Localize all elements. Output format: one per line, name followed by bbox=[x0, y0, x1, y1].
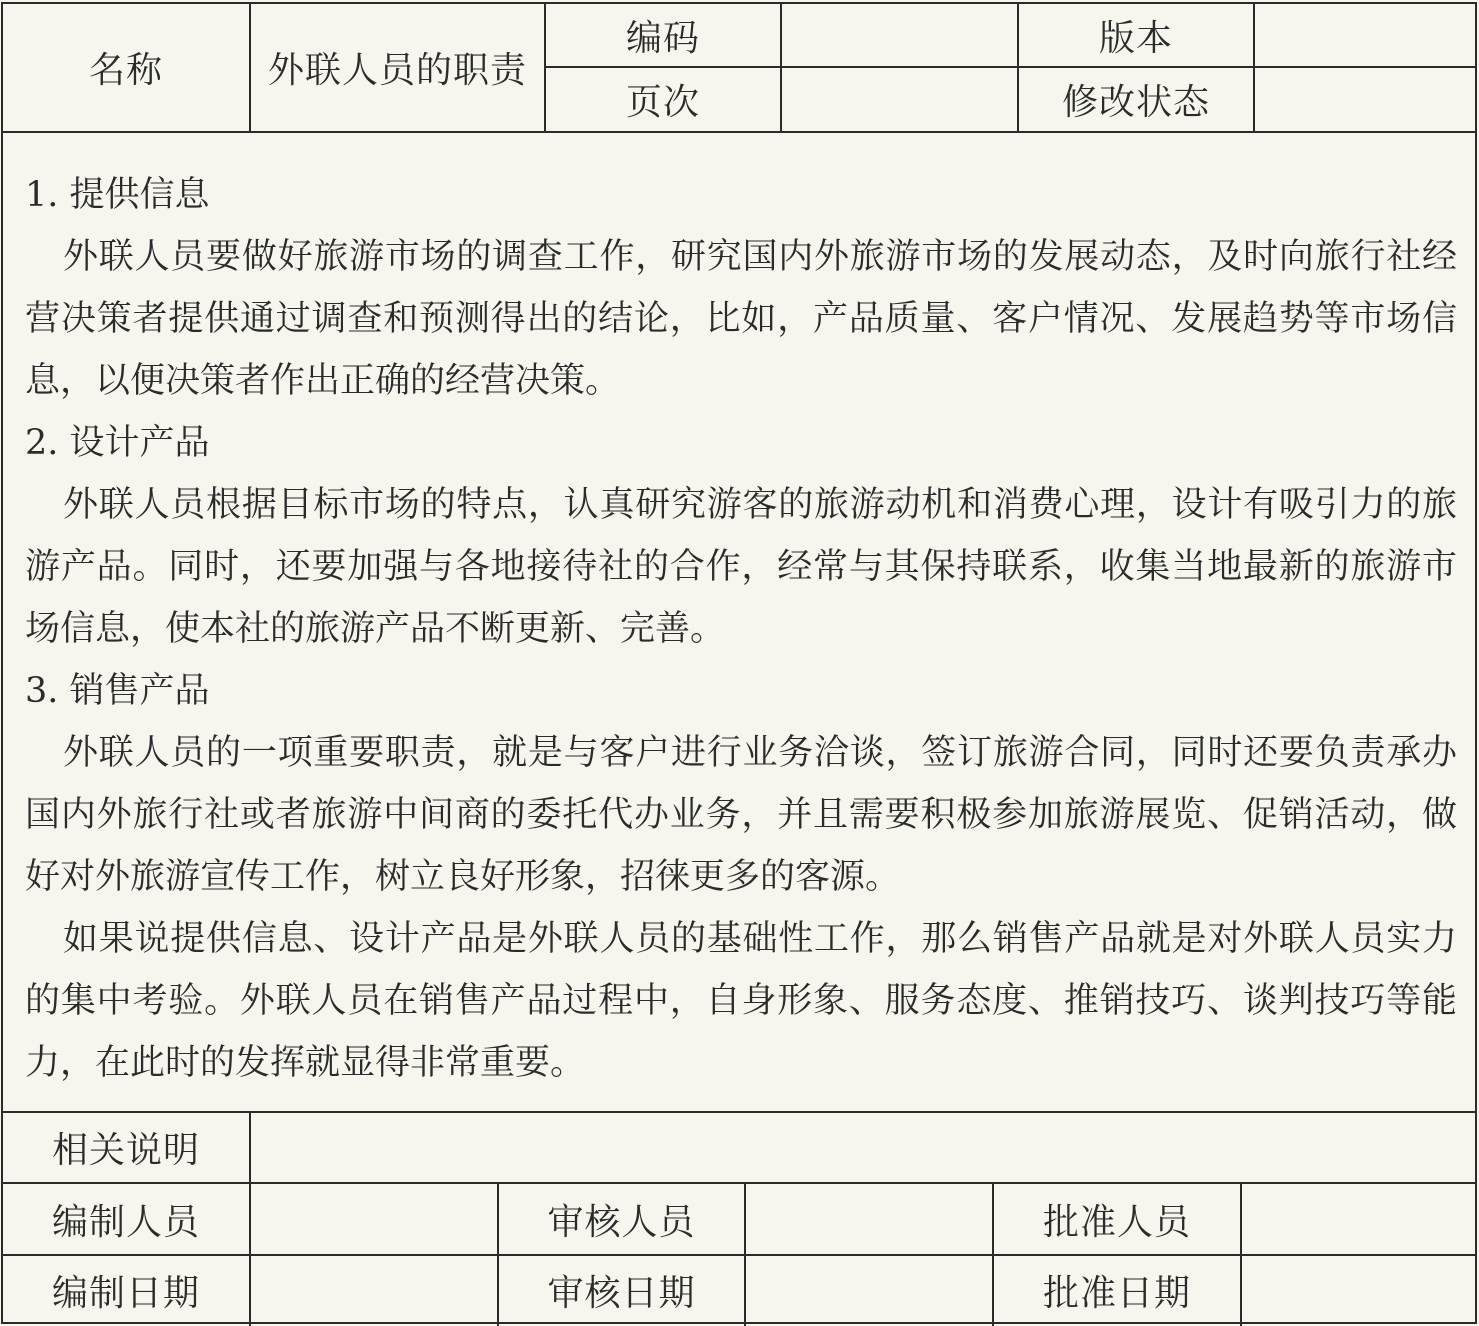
section-heading: 2. 设计产品 bbox=[25, 423, 210, 463]
approve-date-value[interactable] bbox=[1242, 1256, 1475, 1324]
section-heading: 3. 销售产品 bbox=[25, 671, 210, 711]
approver-value[interactable] bbox=[1242, 1184, 1475, 1254]
section-paragraph: 如果说提供信息、设计产品是外联人员的基础性工作，那么销售产品就是对外联人员实力的集中考验。外联人员在销售产品过程中，自身形象、服务态度、推销技巧、谈判技巧等能力，在此时的发挥就显得非常重要。 bbox=[25, 919, 1457, 1083]
code-value[interactable] bbox=[782, 4, 1017, 66]
approver-label: 批准人员 bbox=[1042, 1201, 1191, 1243]
page-value[interactable] bbox=[782, 68, 1017, 131]
page-label: 页次 bbox=[625, 82, 700, 123]
prep-date-label: 编制日期 bbox=[51, 1272, 200, 1314]
name-label: 名称 bbox=[88, 50, 163, 91]
reviewer-value[interactable] bbox=[746, 1184, 992, 1254]
review-date-value[interactable] bbox=[746, 1256, 992, 1324]
body-content bbox=[25, 164, 1457, 1094]
section-heading: 1. 提供信息 bbox=[25, 175, 210, 215]
section-paragraph: 外联人员的一项重要职责，就是与客户进行业务洽谈，签订旅游合同，同时还要负责承办国内外旅行社或者旅游中间商的委托代办业务，并且需要积极参加旅游展览、促销活动，做好对外旅游宣传工作，树立良好形象，招徕更多的客源。 bbox=[25, 733, 1457, 897]
prep-date-value[interactable] bbox=[251, 1256, 497, 1324]
version-label: 版本 bbox=[1098, 17, 1173, 59]
notes-value[interactable] bbox=[251, 1113, 1475, 1182]
revision-label: 修改状态 bbox=[1061, 82, 1210, 123]
review-date-label: 审核日期 bbox=[547, 1272, 696, 1314]
approve-date-label: 批准日期 bbox=[1042, 1272, 1191, 1314]
notes-label: 相关说明 bbox=[51, 1130, 200, 1171]
code-label: 编码 bbox=[625, 17, 700, 59]
version-value[interactable] bbox=[1255, 4, 1475, 66]
preparer-value[interactable] bbox=[251, 1184, 497, 1254]
section-paragraph: 外联人员要做好旅游市场的调查工作，研究国内外旅游市场的发展动态，及时向旅行社经营决策者提供通过调查和预测得出的结论，比如，产品质量、客户情况、发展趋势等市场信息，以便决策者作出正确的经营决策。 bbox=[25, 237, 1457, 401]
reviewer-label: 审核人员 bbox=[547, 1201, 696, 1243]
section-paragraph: 外联人员根据目标市场的特点，认真研究游客的旅游动机和消费心理，设计有吸引力的旅游产品。同时，还要加强与各地接待社的合作，经常与其保持联系，收集当地最新的旅游市场信息，使本社的旅游产品不断更新、完善。 bbox=[25, 485, 1457, 649]
header-bottom-line bbox=[3, 131, 1475, 133]
name-value: 外联人员的职责 bbox=[267, 50, 527, 91]
revision-value[interactable] bbox=[1255, 68, 1475, 131]
document-form bbox=[1, 2, 1477, 1324]
preparer-label: 编制人员 bbox=[51, 1201, 200, 1243]
